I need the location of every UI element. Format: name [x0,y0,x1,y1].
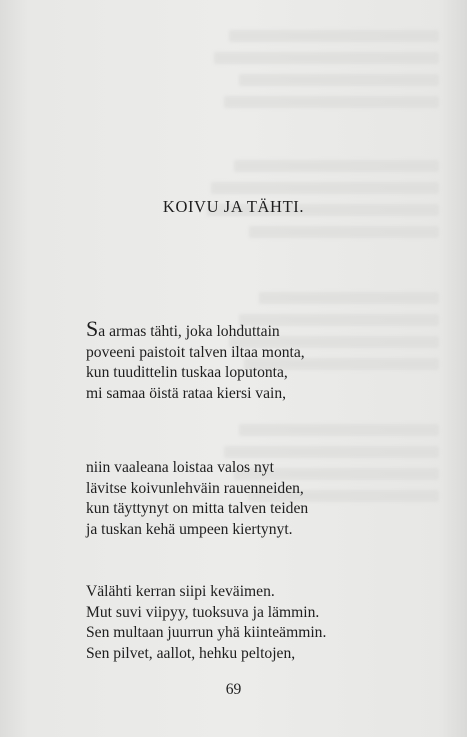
stanza-2 [86,458,308,540]
bleed-through-mark [234,160,439,172]
bleed-through-mark [259,292,439,304]
bleed-through-mark [214,52,439,64]
poem-line: Sen multaan juurrun yhä kiinteämmin. [86,624,327,641]
bleed-through-mark [224,96,439,108]
bleed-through-mark [224,446,439,458]
stanza-1 [86,316,305,404]
poem-line: poveeni paistoit talven iltaa monta, [86,343,305,361]
poem-line: mi samaa öistä rataa kiersi vain, [86,384,287,402]
bleed-through-mark [239,74,439,86]
poem-line: Sa armas tähti, joka lohduttain [86,316,280,341]
poem-line: Välähti kerran siipi keväimen. [86,583,275,600]
bleed-through-mark [239,424,439,436]
poem-line: niin vaaleana loistaa valos nyt [86,459,274,476]
poem-line: Mut suvi viipyy, tuoksuva ja lämmin. [86,603,320,621]
bleed-through-mark [211,182,439,194]
poem-title: KOIVU JA TÄHTI. [162,197,305,216]
drop-cap: S [86,316,99,341]
poem-line: Sen pilvet, aallot, hehku peltojen, [86,644,296,662]
stanza-3 [86,582,326,664]
page-number: 69 [225,681,242,698]
bleed-through-mark [229,30,439,42]
poem-line: lävitse koivunlehväin rauenneiden, [86,479,304,497]
poem-line: kun tuudittelin tuskaa loputonta, [86,364,288,381]
bleed-through-mark [249,226,439,238]
poem-line: kun täyttynyt on mitta talven teiden [86,500,309,517]
poem-line: ja tuskan kehä umpeen kiertynyt. [86,520,293,538]
